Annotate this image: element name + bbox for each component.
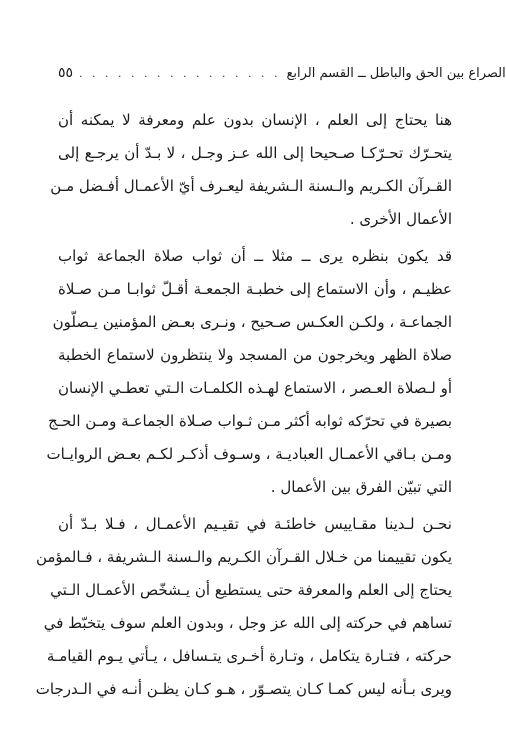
text-line: تساهم في حركته إلى الله عز وجل ، وبدون العلم سوف يتخبّط في bbox=[43, 614, 452, 632]
text-line: يحتاج إلى العلم والمعرفة حتى يستطيع أن يـشخّص الأعمـال الـتي bbox=[50, 581, 452, 599]
text-line: الأعمال الأخرى . bbox=[349, 210, 452, 228]
text-line: الجماعـة ، ولكـن العكـس صـحيح ، ونـرى بعـض المؤمنين يـصلّون bbox=[52, 313, 452, 331]
text-line: حركته ، فتـارة يتكامل ، وتـارة أخـرى يتـسافل ، يـأتي يـوم القيامـة bbox=[46, 647, 452, 665]
text-line: أو لـصلاة العـصر ، الاستماع لهـذه الكلمـات الـتي تعطـي الإنسان bbox=[58, 379, 452, 397]
page-number: ٥٥ bbox=[58, 65, 74, 81]
text-line: القـرآن الكـريم والـسنة الـشريفة ليعـرف أيّ الأعمـال أفـضل مـن bbox=[50, 177, 452, 195]
text-line: بصيرة في تحرّكه ثوابه أكثر مـن ثـواب صـلاة الجماعـة ومـن الحـج bbox=[48, 412, 452, 430]
text-line: صلاة الظهر ويخرجون من المسجد ولا ينتظرون لاستماع الخطبة bbox=[58, 346, 452, 364]
text-line: يتحـرّك تحـرّكـا صـحيحا إلى الله عـز وجـل ، لا بـدّ أن يرجـع إلى bbox=[58, 144, 452, 162]
text-line: ومـن بـاقي الأعمـال العباديـة ، وسـوف أذكـر لكـم بعـض الروايـات bbox=[46, 445, 452, 463]
text-line: نحـن لـدينا مقـاييس خاطئـة في تقيـيم الأعمـال ، فـلا بـدّ أن bbox=[58, 515, 452, 533]
paragraph-1 bbox=[50, 104, 452, 236]
text-line: عظيـم ، وأن الاستماع إلى خطبـة الجمعـة أقـلّ ثوابـا مـن صـلاة bbox=[58, 280, 452, 298]
text-line: هنا يحتاج إلى العلم ، الإنسان بدون علم ومعرفة لا يمكنه أن bbox=[58, 111, 452, 129]
running-header bbox=[58, 62, 506, 84]
text-line: يكون تقييمنا من خـلال القـرآن الكـريم والـسنة الـشريفة ، فـالمؤمن bbox=[35, 548, 452, 566]
text-line: ويرى بـأنه ليس كمـا كـان يتصـوّر ، هـو كـان يظـن أنـه في الـدرجات bbox=[35, 680, 452, 698]
paragraph-3 bbox=[35, 508, 452, 706]
text-line: التي تبيّن الفرق بين الأعمال . bbox=[270, 478, 452, 496]
paragraph-2 bbox=[46, 240, 452, 504]
text-line: قد يكون بنظره يرى ــ مثلا ــ أن ثواب صلاة الجماعة ثواب bbox=[58, 247, 452, 265]
header-title: الصراع بين الحق والباطل ــ القسم الرابع bbox=[286, 65, 506, 81]
header-leader-dots: . . . . . . . . . . . . . . . . bbox=[79, 66, 281, 80]
body-text bbox=[35, 104, 452, 706]
